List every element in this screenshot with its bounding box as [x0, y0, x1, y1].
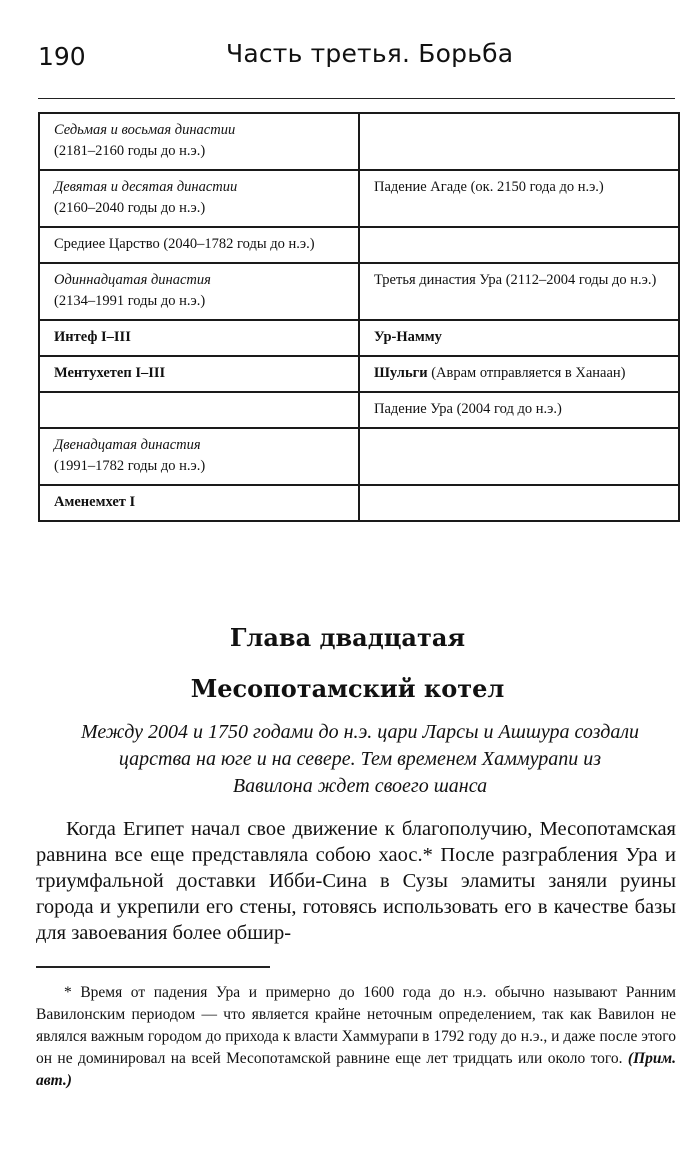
dynasty-dates: (2160–2040 годы до н.э.) — [54, 200, 206, 216]
chapter-number: Глава двадцатая — [229, 623, 466, 652]
table-cell-right — [359, 356, 679, 392]
table-cell-left — [39, 392, 359, 428]
body-paragraph: Когда Египет начал свое движение к благополучию, Месопотамская равнина все еще представляла собою хаос.* После разграбления Ура и триумфальной доставки Ибби-Сина в Сузы эламиты заняли руины города и укрепили его стены, готовясь использовать его в качестве базы для завоевания более обшир- — [36, 818, 676, 944]
table-cell-right — [359, 227, 679, 263]
dynasty-dates: (1991–1782 годы до н.э.) — [54, 458, 206, 474]
dynasty-dates: (2134–1991 годы до н.э.) — [54, 293, 206, 309]
dynasty-title: Девятая и десятая династии — [54, 179, 238, 195]
footnote — [36, 982, 676, 1092]
table-cell-right: Падение Агаде (ок. 2150 года до н.э.) — [359, 170, 679, 227]
table-cell-left — [39, 170, 359, 227]
page-number: 190 — [38, 42, 86, 71]
footnote-author-note: (Прим. авт.) — [36, 1050, 677, 1089]
footnote-text: * Время от падения Ура и примерно до 1600 года до н.э. обычно называют Ранним Вавилонским периодом — что является крайне неточным определением, так как Вавилон не являлся важным городом до прихода к власти Хаммурапи в 1792 году до н.э., и даже после этого он не доминировал на всей Месопотамской равнине еще лет тридцать или около того. — [36, 984, 676, 1067]
table-cell-left — [39, 113, 359, 170]
table-row — [39, 485, 679, 521]
table-cell-left: Ментухетеп I–III — [39, 356, 359, 392]
table-cell-left: Аменемхет I — [39, 485, 359, 521]
chronology-table — [38, 112, 680, 522]
table-cell-left — [39, 428, 359, 485]
table-cell-right — [359, 428, 679, 485]
dynasty-title: Двенадцатая династия — [54, 437, 201, 453]
table-cell-right: Третья династия Ура (2112–2004 годы до н.э.) — [359, 263, 679, 320]
header-rule — [38, 98, 675, 99]
table-row — [39, 428, 679, 485]
dynasty-title: Седьмая и восьмая династии — [54, 122, 236, 138]
table-row — [39, 356, 679, 392]
table-cell-left: Интеф I–III — [39, 320, 359, 356]
table-row — [39, 392, 679, 428]
running-head — [0, 36, 695, 72]
table-cell-left — [39, 263, 359, 320]
running-title: Часть третья. Борьба — [226, 39, 514, 68]
footnote-rule — [36, 966, 270, 968]
table-row — [39, 320, 679, 356]
table-cell-right: Падение Ура (2004 год до н.э.) — [359, 392, 679, 428]
ruler-note: (Аврам отправляется в Ханаан) — [431, 365, 626, 381]
dynasty-title: Одиннадцатая династия — [54, 272, 211, 288]
table-row — [39, 170, 679, 227]
table-row — [39, 263, 679, 320]
ruler-name: Шульги — [374, 365, 428, 381]
table-cell-right — [359, 113, 679, 170]
table-cell-left: Средиее Царство (2040–1782 годы до н.э.) — [39, 227, 359, 263]
table-row — [39, 227, 679, 263]
chapter-epigraph: Между 2004 и 1750 годами до н.э. цари Ларсы и Ашшура создали царства на юге и на севере. Тем временем Хаммурапи из Вавилона ждет своего шанса — [80, 721, 640, 797]
table-row — [39, 113, 679, 170]
dynasty-dates: (2181–2160 годы до н.э.) — [54, 143, 206, 159]
table-cell-right — [359, 485, 679, 521]
chapter-title: Месопотамский котел — [190, 674, 505, 703]
table-cell-right: Ур-Намму — [359, 320, 679, 356]
